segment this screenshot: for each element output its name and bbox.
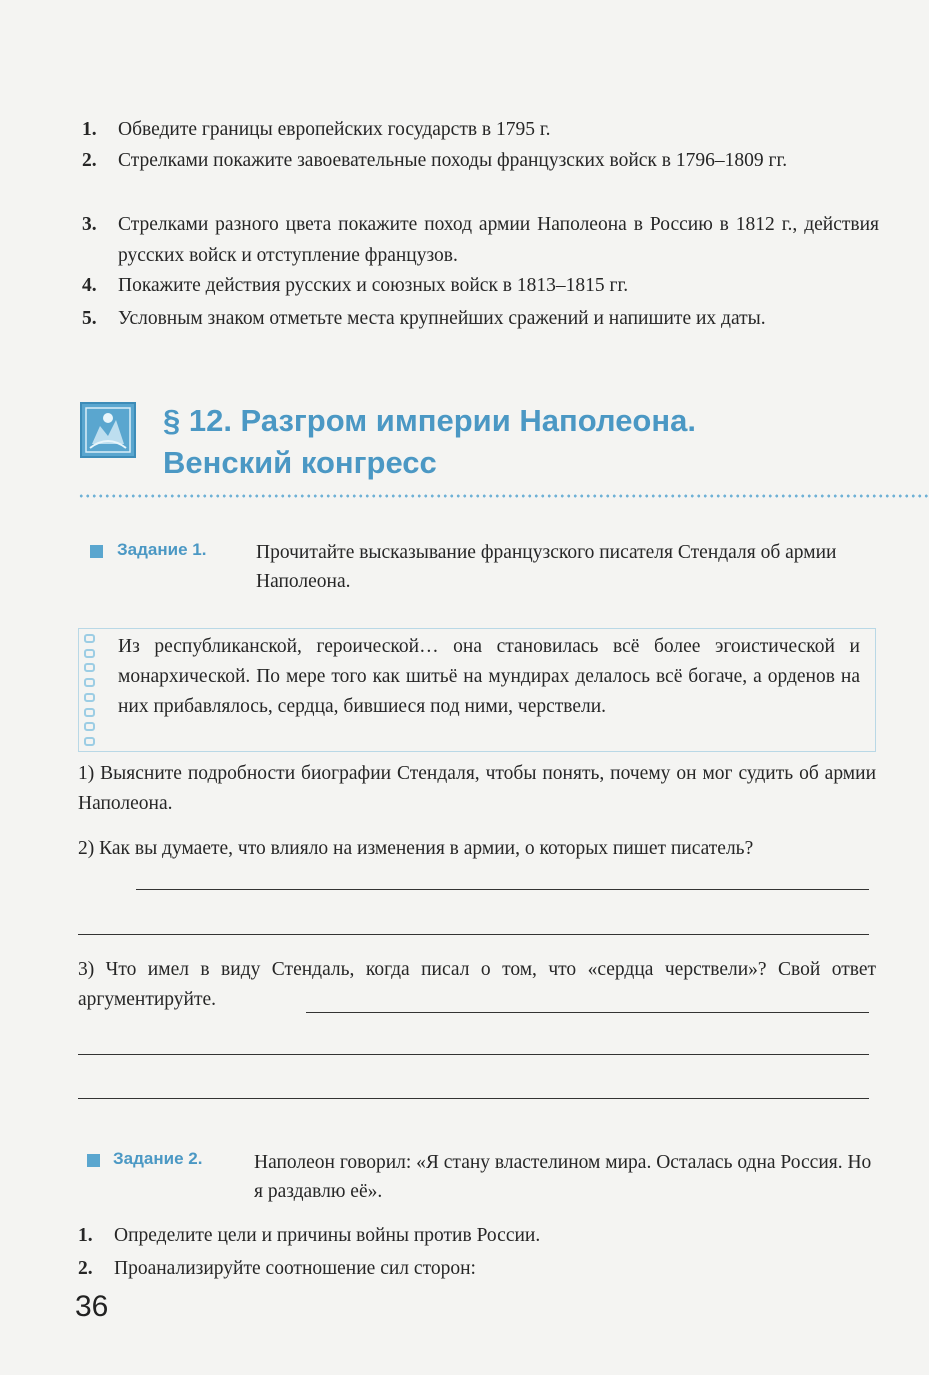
list-item-text: Проанализируйте соотношение сил сторон:: [114, 1258, 476, 1279]
task-2-label: Задание 2.: [113, 1149, 203, 1168]
list-item: [82, 145, 879, 176]
list-item: [78, 1253, 879, 1284]
question-2: 2) Как вы думаете, что влияло на изменения в армии, о которых пишет писатель?: [78, 838, 754, 859]
list-item-number: 1.: [78, 1225, 93, 1246]
list-item-text: Стрелками разного цвета покажите поход армии Наполеона в Россию в 1812 г., действия русских войск и отступление французов.: [118, 214, 879, 266]
list-item: [82, 270, 879, 301]
task-1-label: Задание 1.: [117, 540, 207, 559]
list-item: [82, 114, 879, 145]
question-1: 1) Выясните подробности биографии Стендаля, чтобы понять, почему он мог судить об армии Наполеона.: [78, 763, 876, 814]
section-title-line-1: § 12. Разгром империи Наполеона.: [163, 403, 696, 438]
list-item-text: Покажите действия русских и союзных войск в 1813–1815 гг.: [118, 275, 629, 296]
list-item: [82, 303, 879, 334]
section-title-line-2: Венский конгресс: [163, 445, 437, 480]
task-1-text: Прочитайте высказывание французского писателя Стендаля об армии Наполеона.: [256, 542, 837, 592]
list-item-text: Определите цели и причины войны против России.: [114, 1225, 541, 1246]
quote-text: Из республиканской, героической… она становилась всё более эгоистической и монархической. По мере того как шитьё на мундирах делалось всё богаче, а орденов на них прибавлялось, сердца, бившиеся под ними, черствели.: [118, 636, 860, 717]
list-item-number: 1.: [82, 119, 97, 140]
list-item-number: 2.: [82, 150, 97, 171]
answer-line[interactable]: [306, 1012, 869, 1013]
answer-line[interactable]: [78, 1054, 869, 1055]
answer-line[interactable]: [78, 934, 869, 935]
list-item-number: 5.: [82, 308, 97, 329]
dotted-divider: [78, 494, 929, 498]
task-bullet-icon: [90, 545, 103, 558]
task-2-text: Наполеон говорил: «Я стану властелином мира. Осталась одна Россия. Но я раздавлю её».: [254, 1152, 872, 1202]
list-item-number: 3.: [82, 214, 97, 235]
task-bullet-icon: [87, 1154, 100, 1167]
list-item-text: Обведите границы европейских государств в 1795 г.: [118, 119, 551, 140]
section-emblem-icon: [80, 402, 136, 458]
list-item-number: 4.: [82, 275, 97, 296]
quote-decor-icon: [80, 634, 98, 746]
list-item-text: Условным знаком отметьте места крупнейших сражений и напишите их даты.: [118, 308, 766, 329]
list-item-text: Стрелками покажите завоевательные походы французских войск в 1796–1809 гг.: [118, 150, 788, 171]
answer-line[interactable]: [78, 1098, 869, 1099]
page-number: 36: [75, 1290, 109, 1323]
list-item: [82, 209, 879, 271]
section-title: [163, 400, 863, 484]
list-item-number: 2.: [78, 1258, 93, 1279]
list-item: [78, 1220, 879, 1251]
question-3: 3) Что имел в виду Стендаль, когда писал о том, что «сердца черствели»? Свой ответ аргументируйте.: [78, 959, 876, 1010]
answer-line[interactable]: [136, 889, 869, 890]
